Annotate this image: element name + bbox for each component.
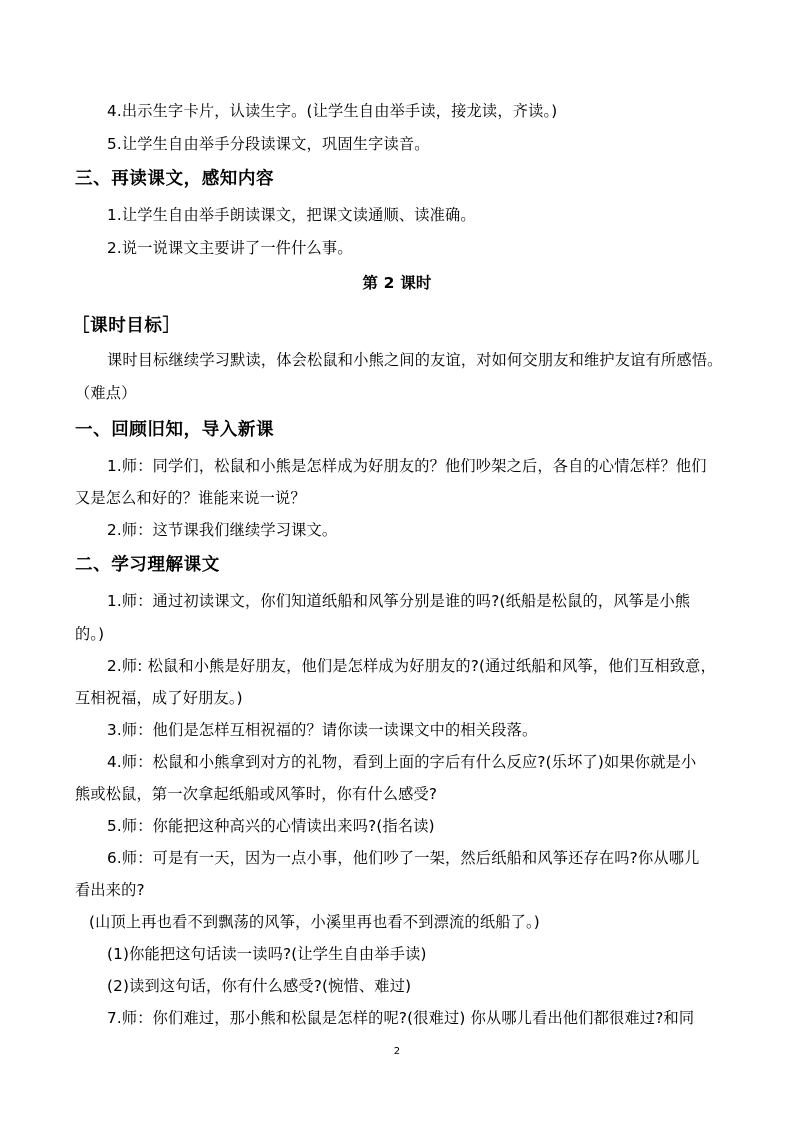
text-line: （难点） — [75, 384, 137, 402]
text-line: 5.师：你能把这种高兴的心情读出来吗?(指名读) — [107, 817, 435, 835]
text-line: 2.师：这节课我们继续学习课文。 — [107, 521, 338, 539]
text-line: (山顶上再也看不到飘荡的风筝，小溪里再也看不到漂流的纸船了。) — [89, 913, 540, 931]
lesson-title: 第 2 课时 — [362, 274, 432, 292]
text-line: 2.师: 松鼠和小熊是好朋友，他们是怎样成为好朋友的?(通过纸船和风筝，他们互相致意， — [107, 657, 716, 675]
text-line: 互相祝福，成了好朋友。) — [75, 689, 243, 707]
text-line: (2)读到这句话，你有什么感受?(惋惜、难过) — [107, 977, 412, 995]
text-line: (1)你能把这句话读一读吗?(让学生自由举手读) — [107, 945, 427, 963]
text-line: 6.师：可是有一天，因为一点小事，他们吵了一架，然后纸船和风筝还存在吗?你从哪儿 — [107, 849, 700, 867]
page-number: 2 — [393, 1046, 401, 1057]
section-heading: 三、再读课文，感知内容 — [75, 169, 275, 189]
text-line: 看出来的? — [75, 881, 145, 899]
text-line: 2.说一说课文主要讲了一件什么事。 — [107, 239, 353, 257]
section-heading: 一、回顾旧知，导入新课 — [75, 420, 275, 440]
text-line: 1.让学生自由举手朗读课文，把课文读通顺、读准确。 — [107, 206, 476, 224]
text-line: 课时目标继续学习默读，体会松鼠和小熊之间的友谊，对如何交朋友和维护友谊有所感悟。 — [107, 351, 723, 369]
text-line: 熊或松鼠，第一次拿起纸船或风筝时，你有什么感受? — [75, 785, 438, 803]
text-line: 的。) — [75, 625, 105, 643]
text-line: 7.师：你们难过，那小熊和松鼠是怎样的呢?(很难过) 你从哪儿看出他们都很难过?和同 — [107, 1009, 695, 1027]
text-line: 又是怎么和好的？谁能来说一说？ — [75, 489, 306, 507]
text-line: 1.师：同学们，松鼠和小熊是怎样成为好朋友的？他们吵架之后，各自的心情怎样？他们 — [107, 457, 707, 475]
text-line: 4.师：松鼠和小熊拿到对方的礼物，看到上面的字后有什么反应?(乐坏了)如果你就是小 — [107, 753, 697, 771]
section-heading: 二、学习理解课文 — [75, 555, 220, 575]
objectives-heading: ［课时目标］ — [72, 316, 181, 336]
text-line: 1.师：通过初读课文，你们知道纸船和风筝分别是谁的吗?(纸船是松鼠的，风筝是小熊 — [107, 592, 691, 610]
text-line: 5.让学生自由举手分段读课文，巩固生字读音。 — [107, 135, 430, 153]
text-line: 3.师：他们是怎样互相祝福的？请你读一读课文中的相关段落。 — [107, 721, 538, 739]
text-line: 4.出示生字卡片，认读生字。(让学生自由举手读，接龙读，齐读。) — [107, 102, 558, 120]
